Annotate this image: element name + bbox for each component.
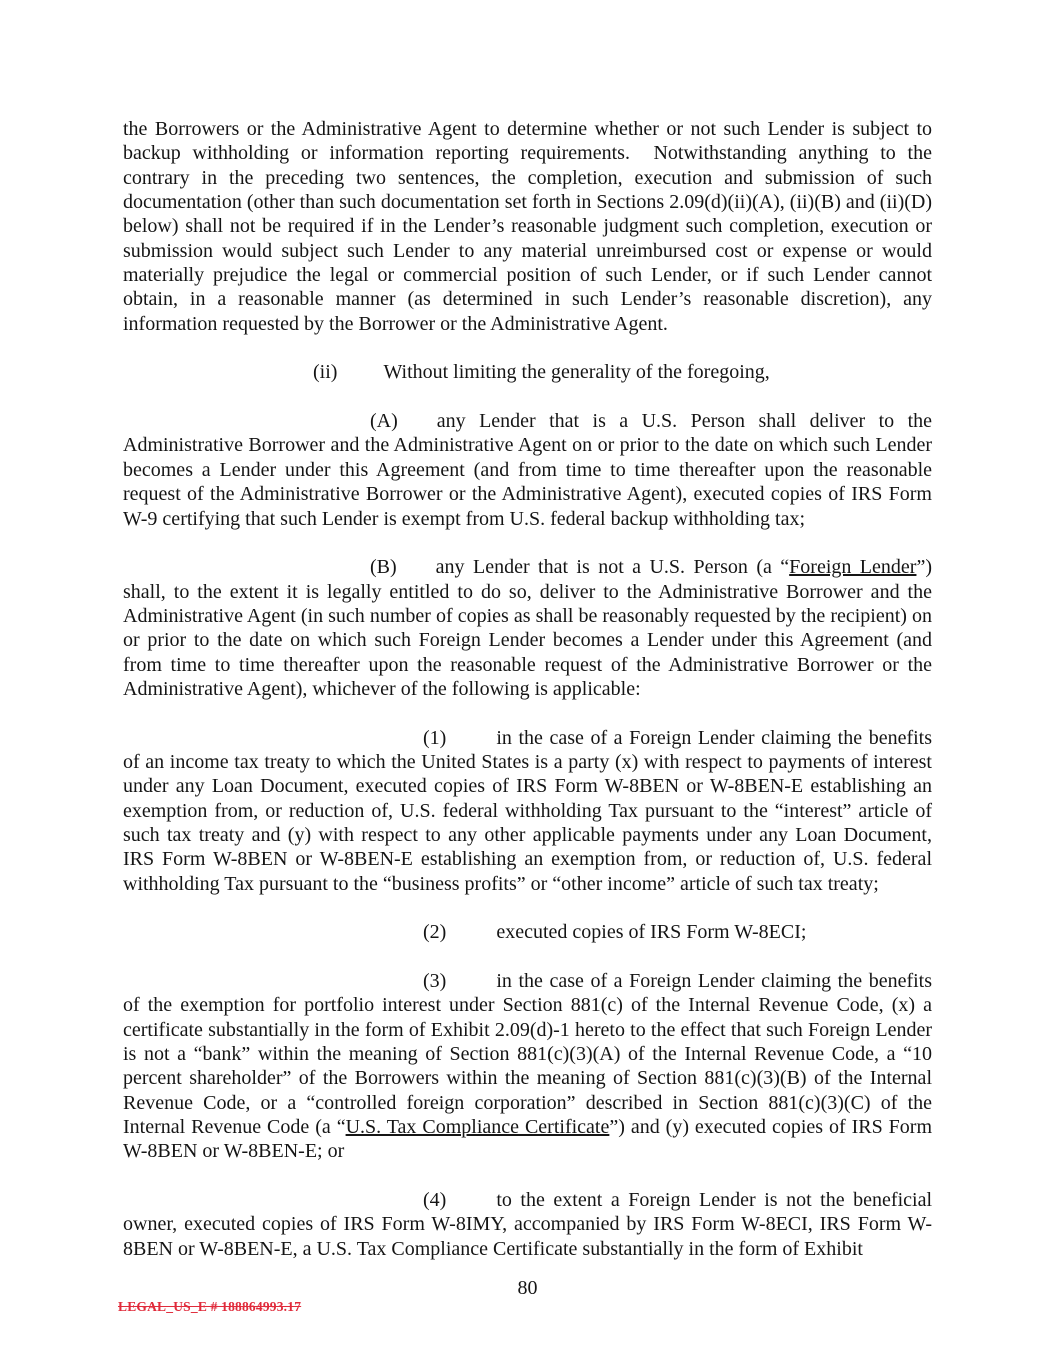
clause-label-B: (B) (370, 556, 397, 579)
paragraph-continuation: the Borrowers or the Administrative Agent to determine whether or not such Lender is subject to backup withholding or information reporting requirements. Notwithstanding anything to the contrary in the preceding two sentences, the completion, execution and submission of such documentation (other than such documentation set forth in Sections 2.09(d)(ii)(A), (ii)(B) and (ii)(D) below) shall not be required if in the Lender’s reasonable judgment such completion, execution or submission would subject such Lender to any material unreimbursed cost or expense or would materially prejudice the legal or commercial position of such Lender, or if such Lender cannot obtain, in a reasonable manner (as determined in such Lender’s reasonable discretion), any information requested by the Borrower or the Administrative Agent. (123, 118, 932, 335)
clause-text-3-post: ”) and (y) executed copies of IRS Form W-8BEN or W-8BEN-E; or (123, 1116, 932, 1163)
clause-label-2: (2) (423, 921, 447, 944)
defined-term-foreign-lender: Foreign Lender (789, 556, 917, 579)
clause-text-B-post: ”) shall, to the extent it is legally entitled to do so, deliver to the Administrative Borrower and the Administrative Agent (in such number of copies as shall be reasonably requested by the recipient) on or prior to the date on which such Foreign Lender becomes a Lender under this Agreement (and from time to time thereafter upon the reasonable request of the Administrative Borrower or the Administrative Agent), whichever of the following is applicable: (123, 556, 932, 700)
clause-text-1: in the case of a Foreign Lender claiming the benefits of an income tax treaty to which the United States is a party (x) with respect to payments of interest under any Loan Document, executed copies of IRS Form W-8BEN or W-8BEN-E establishing an exemption from, or reduction of, U.S. federal withholding Tax pursuant to the “interest” article of such tax treaty and (y) with respect to any other applicable payments under any Loan Document, IRS Form W-8BEN or W-8BEN-E establishing an exemption from, or reduction of, U.S. federal withholding Tax pursuant to the “business profits” or “other income” article of such tax treaty; (123, 726, 932, 895)
document-body (123, 117, 932, 1286)
clause-label-ii: (ii) (313, 361, 338, 384)
paragraph-1 (123, 726, 932, 896)
page-number: 80 (517, 1277, 538, 1299)
clause-label-A: (A) (370, 410, 398, 433)
clause-text-3-pre: in the case of a Foreign Lender claiming the benefits of the exemption for portfolio interest under Section 881(c) of the Internal Revenue Code, (x) a certificate substantially in the form of Exhibit 2.09(d)-1 hereto to the effect that such Foreign Lender is not a “bank” within the meaning of Section 881(c)(3)(A) of the Internal Revenue Code, a “10 percent shareholder” of the Borrowers within the meaning of Section 881(c)(3)(B) of the Internal Revenue Code, or a “controlled foreign corporation” described in Section 881(c)(3)(C) of the Internal Revenue Code (a “ (123, 970, 932, 1139)
paragraph-4 (123, 1188, 932, 1261)
clause-text-A: any Lender that is a U.S. Person shall deliver to the Administrative Borrower and the Administrative Agent on or prior to the date on which such Lender becomes a Lender under this Agreement (and from time to time thereafter upon the reasonable request of the Administrative Borrower or the Administrative Agent), executed copies of IRS Form W-9 certifying that such Lender is exempt from U.S. federal backup withholding tax; (123, 410, 932, 530)
clause-text-2: executed copies of IRS Form W-8ECI; (496, 921, 807, 944)
legal-document-stamp: LEGAL_US_E # 188864993.17 (118, 1299, 302, 1314)
clause-text-4: to the extent a Foreign Lender is not the beneficial owner, executed copies of IRS Form W-8IMY, accompanied by IRS Form W-8ECI, IRS Form W-8BEN or W-8BEN-E, a U.S. Tax Compliance Certificate substantially in the form of Exhibit (123, 1189, 932, 1260)
clause-label-1: (1) (423, 726, 447, 749)
defined-term-us-tax-compliance-certificate: U.S. Tax Compliance Certificate (345, 1116, 610, 1139)
clause-label-4: (4) (423, 1189, 447, 1212)
paragraph-2 (123, 920, 932, 944)
paragraph-A (123, 409, 932, 531)
clause-text-ii: Without limiting the generality of the foregoing, (383, 361, 770, 384)
paragraph-ii (123, 360, 932, 384)
paragraph-3 (123, 969, 932, 1164)
paragraph-B (123, 555, 932, 701)
clause-label-3: (3) (423, 970, 447, 993)
clause-text-B-pre: any Lender that is not a U.S. Person (a “ (435, 556, 790, 579)
